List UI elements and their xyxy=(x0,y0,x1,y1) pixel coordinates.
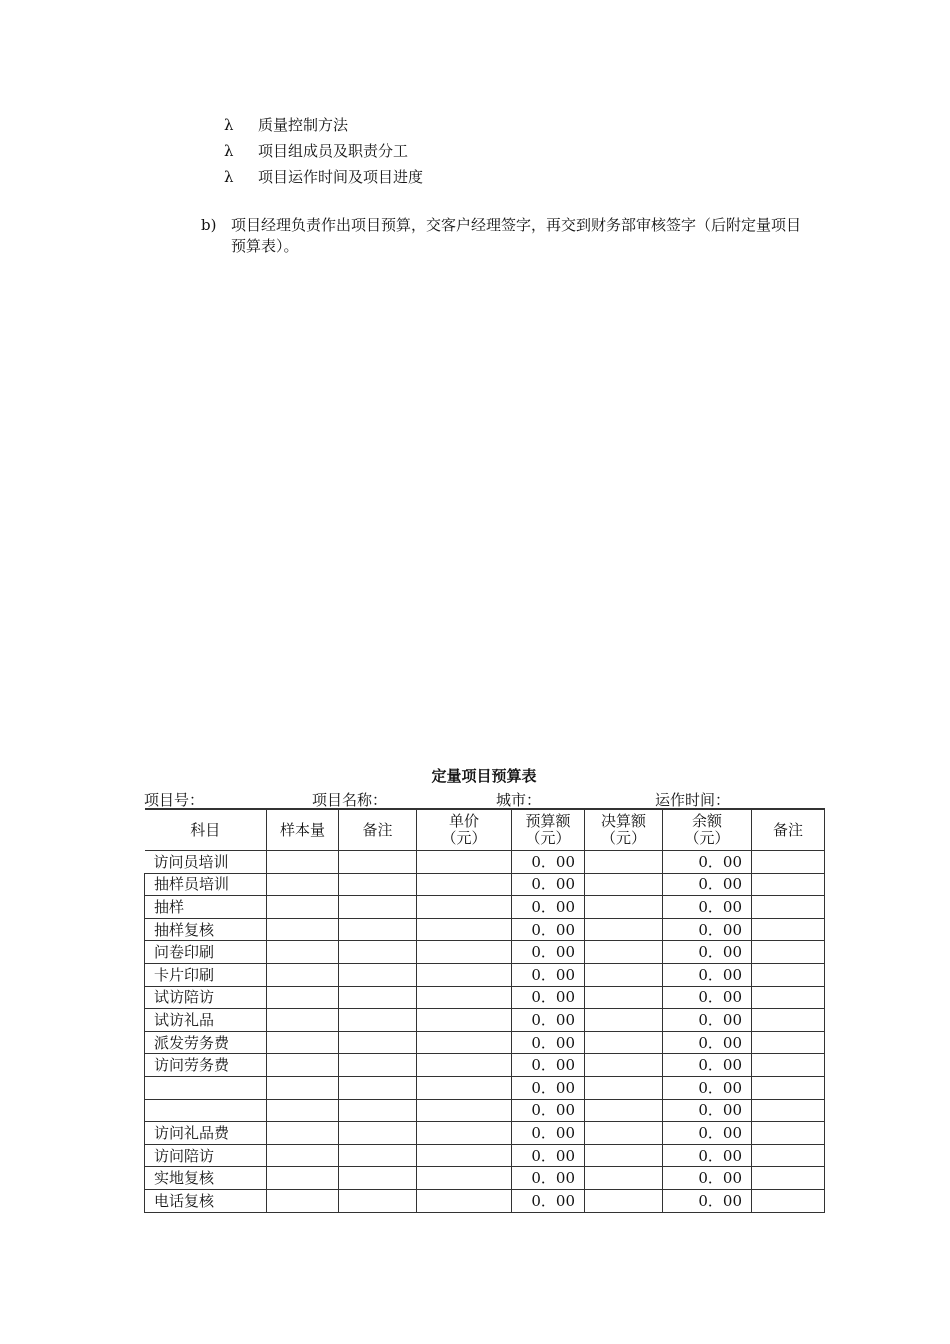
cell-final xyxy=(585,1054,663,1077)
cell-note xyxy=(339,1167,417,1190)
cell-final xyxy=(585,1189,663,1212)
cell-final xyxy=(585,1144,663,1167)
cell-item: 试访礼品 xyxy=(145,1009,267,1032)
cell-note xyxy=(339,1099,417,1122)
project-number-label: 项目号： xyxy=(144,791,205,809)
cell-final xyxy=(585,1099,663,1122)
cell-budget: 0．00 xyxy=(512,851,585,874)
cell-note2 xyxy=(752,1031,825,1054)
cell-item: 试访陪访 xyxy=(145,986,267,1009)
cell-final xyxy=(585,1031,663,1054)
cell-sample xyxy=(267,1099,339,1122)
cell-note xyxy=(339,986,417,1009)
cell-sample xyxy=(267,1144,339,1167)
cell-item: 抽样复核 xyxy=(145,918,267,941)
header-sample: 样本量 xyxy=(267,809,339,851)
cell-budget: 0．00 xyxy=(512,1076,585,1099)
table-row xyxy=(145,1189,825,1212)
cell-balance: 0．00 xyxy=(663,851,752,874)
bullet-text: 项目组成员及职责分工 xyxy=(258,142,409,160)
cell-balance: 0．00 xyxy=(663,1031,752,1054)
cell-budget: 0．00 xyxy=(512,1009,585,1032)
cell-final xyxy=(585,896,663,919)
cell-balance: 0．00 xyxy=(663,896,752,919)
cell-note xyxy=(339,963,417,986)
header-unit-price xyxy=(417,809,512,851)
table-row xyxy=(145,851,825,874)
table-row xyxy=(145,873,825,896)
header-balance xyxy=(663,809,752,851)
cell-unit-price xyxy=(417,1189,512,1212)
cell-budget: 0．00 xyxy=(512,1099,585,1122)
cell-note2 xyxy=(752,1076,825,1099)
cell-item: 访问员培训 xyxy=(145,851,267,874)
bullet-mark: λ xyxy=(224,142,234,160)
cell-unit-price xyxy=(417,1099,512,1122)
bullet-text: 质量控制方法 xyxy=(258,116,349,134)
cell-final xyxy=(585,918,663,941)
cell-sample xyxy=(267,1189,339,1212)
header-note: 备注 xyxy=(339,809,417,851)
table-row xyxy=(145,1009,825,1032)
cell-balance: 0．00 xyxy=(663,1167,752,1190)
cell-balance: 0．00 xyxy=(663,1144,752,1167)
cell-note xyxy=(339,1031,417,1054)
cell-balance: 0．00 xyxy=(663,1054,752,1077)
cell-note xyxy=(339,851,417,874)
table-row xyxy=(145,1167,825,1190)
run-time-label: 运作时间： xyxy=(655,791,731,809)
cell-budget: 0．00 xyxy=(512,1189,585,1212)
cell-balance: 0．00 xyxy=(663,873,752,896)
cell-note xyxy=(339,1076,417,1099)
cell-note xyxy=(339,1009,417,1032)
cell-sample xyxy=(267,873,339,896)
unit-price-label: 单价 xyxy=(448,812,479,830)
paragraph-text: 项目经理负责作出项目预算，交客户经理签字，再交到财务部审核签字（后附定量项目预算表）。 xyxy=(231,216,802,255)
cell-note xyxy=(339,873,417,896)
cell-unit-price xyxy=(417,941,512,964)
budget-table-body xyxy=(145,851,825,1213)
cell-unit-price xyxy=(417,963,512,986)
cell-note2 xyxy=(752,1189,825,1212)
cell-final xyxy=(585,1076,663,1099)
cell-item: 卡片印刷 xyxy=(145,963,267,986)
cell-final xyxy=(585,851,663,874)
cell-sample xyxy=(267,1031,339,1054)
cell-item: 访问劳务费 xyxy=(145,1054,267,1077)
cell-note2 xyxy=(752,1167,825,1190)
cell-note2 xyxy=(752,851,825,874)
cell-final xyxy=(585,963,663,986)
city-label: 城市： xyxy=(496,791,542,809)
cell-sample xyxy=(267,1009,339,1032)
paragraph-label: b) xyxy=(201,216,217,234)
cell-final xyxy=(585,1009,663,1032)
cell-unit-price xyxy=(417,896,512,919)
cell-budget: 0．00 xyxy=(512,1054,585,1077)
cell-sample xyxy=(267,851,339,874)
cell-unit-price xyxy=(417,851,512,874)
cell-budget: 0．00 xyxy=(512,896,585,919)
cell-note2 xyxy=(752,963,825,986)
cell-note2 xyxy=(752,1122,825,1145)
final-unit: （元） xyxy=(600,829,646,847)
cell-note xyxy=(339,1144,417,1167)
table-row xyxy=(145,941,825,964)
cell-balance: 0．00 xyxy=(663,918,752,941)
header-budget xyxy=(512,809,585,851)
table-row xyxy=(145,1122,825,1145)
cell-item: 访问礼品费 xyxy=(145,1122,267,1145)
bullet-item xyxy=(224,114,423,140)
cell-budget: 0．00 xyxy=(512,941,585,964)
budget-table xyxy=(144,808,825,1213)
cell-item: 电话复核 xyxy=(145,1189,267,1212)
budget-label: 预算额 xyxy=(525,812,571,830)
cell-balance: 0．00 xyxy=(663,941,752,964)
cell-item xyxy=(145,1076,267,1099)
cell-balance: 0．00 xyxy=(663,1189,752,1212)
cell-unit-price xyxy=(417,873,512,896)
table-row xyxy=(145,918,825,941)
bullet-item xyxy=(224,166,423,192)
table-row xyxy=(145,896,825,919)
sheet-title: 定量项目预算表 xyxy=(431,767,537,785)
table-row xyxy=(145,986,825,1009)
final-label: 决算额 xyxy=(600,812,646,830)
cell-budget: 0．00 xyxy=(512,963,585,986)
cell-budget: 0．00 xyxy=(512,1167,585,1190)
cell-note2 xyxy=(752,1054,825,1077)
cell-final xyxy=(585,986,663,1009)
cell-note2 xyxy=(752,873,825,896)
cell-item: 问卷印刷 xyxy=(145,941,267,964)
cell-note2 xyxy=(752,986,825,1009)
cell-unit-price xyxy=(417,1122,512,1145)
cell-budget: 0．00 xyxy=(512,986,585,1009)
project-name-label: 项目名称： xyxy=(312,791,388,809)
cell-note2 xyxy=(752,1099,825,1122)
cell-balance: 0．00 xyxy=(663,1076,752,1099)
cell-note xyxy=(339,941,417,964)
bullet-mark: λ xyxy=(224,116,234,134)
cell-note xyxy=(339,918,417,941)
cell-budget: 0．00 xyxy=(512,1144,585,1167)
cell-item: 实地复核 xyxy=(145,1167,267,1190)
cell-note2 xyxy=(752,941,825,964)
cell-note2 xyxy=(752,1009,825,1032)
cell-sample xyxy=(267,1167,339,1190)
cell-note2 xyxy=(752,1144,825,1167)
budget-unit: （元） xyxy=(525,829,571,847)
cell-balance: 0．00 xyxy=(663,1122,752,1145)
header-final xyxy=(585,809,663,851)
cell-balance: 0．00 xyxy=(663,986,752,1009)
cell-unit-price xyxy=(417,1054,512,1077)
table-row xyxy=(145,1031,825,1054)
cell-final xyxy=(585,1122,663,1145)
unit-price-unit: （元） xyxy=(441,829,487,847)
cell-budget: 0．00 xyxy=(512,918,585,941)
cell-final xyxy=(585,873,663,896)
bullet-item xyxy=(224,140,423,166)
cell-item: 抽样员培训 xyxy=(145,873,267,896)
cell-sample xyxy=(267,918,339,941)
budget-paragraph xyxy=(201,215,811,257)
balance-label: 余额 xyxy=(691,812,722,830)
cell-note2 xyxy=(752,896,825,919)
cell-unit-price xyxy=(417,986,512,1009)
cell-balance: 0．00 xyxy=(663,1099,752,1122)
cell-final xyxy=(585,1167,663,1190)
cell-sample xyxy=(267,896,339,919)
cell-sample xyxy=(267,963,339,986)
cell-note xyxy=(339,1122,417,1145)
header-item: 科目 xyxy=(145,809,267,851)
bullet-text: 项目运作时间及项目进度 xyxy=(258,168,424,186)
bullet-mark: λ xyxy=(224,168,234,186)
cell-balance: 0．00 xyxy=(663,963,752,986)
cell-unit-price xyxy=(417,1031,512,1054)
cell-sample xyxy=(267,1076,339,1099)
cell-budget: 0．00 xyxy=(512,873,585,896)
cell-note xyxy=(339,896,417,919)
cell-sample xyxy=(267,986,339,1009)
cell-sample xyxy=(267,1054,339,1077)
cell-note xyxy=(339,1054,417,1077)
cell-unit-price xyxy=(417,1144,512,1167)
cell-unit-price xyxy=(417,1167,512,1190)
cell-item: 派发劳务费 xyxy=(145,1031,267,1054)
balance-unit: （元） xyxy=(684,829,730,847)
cell-item: 访问陪访 xyxy=(145,1144,267,1167)
sheet-meta xyxy=(144,789,824,808)
table-row xyxy=(145,1144,825,1167)
cell-budget: 0．00 xyxy=(512,1122,585,1145)
cell-unit-price xyxy=(417,1009,512,1032)
cell-sample xyxy=(267,941,339,964)
cell-note xyxy=(339,1189,417,1212)
cell-sample xyxy=(267,1122,339,1145)
table-row xyxy=(145,1099,825,1122)
table-row xyxy=(145,963,825,986)
cell-item: 抽样 xyxy=(145,896,267,919)
cell-unit-price xyxy=(417,1076,512,1099)
header-row xyxy=(145,809,825,851)
header-note2: 备注 xyxy=(752,809,825,851)
bullet-list xyxy=(224,114,423,192)
cell-balance: 0．00 xyxy=(663,1009,752,1032)
cell-budget: 0．00 xyxy=(512,1031,585,1054)
table-row xyxy=(145,1076,825,1099)
cell-unit-price xyxy=(417,918,512,941)
cell-item xyxy=(145,1099,267,1122)
table-row xyxy=(145,1054,825,1077)
cell-final xyxy=(585,941,663,964)
cell-note2 xyxy=(752,918,825,941)
